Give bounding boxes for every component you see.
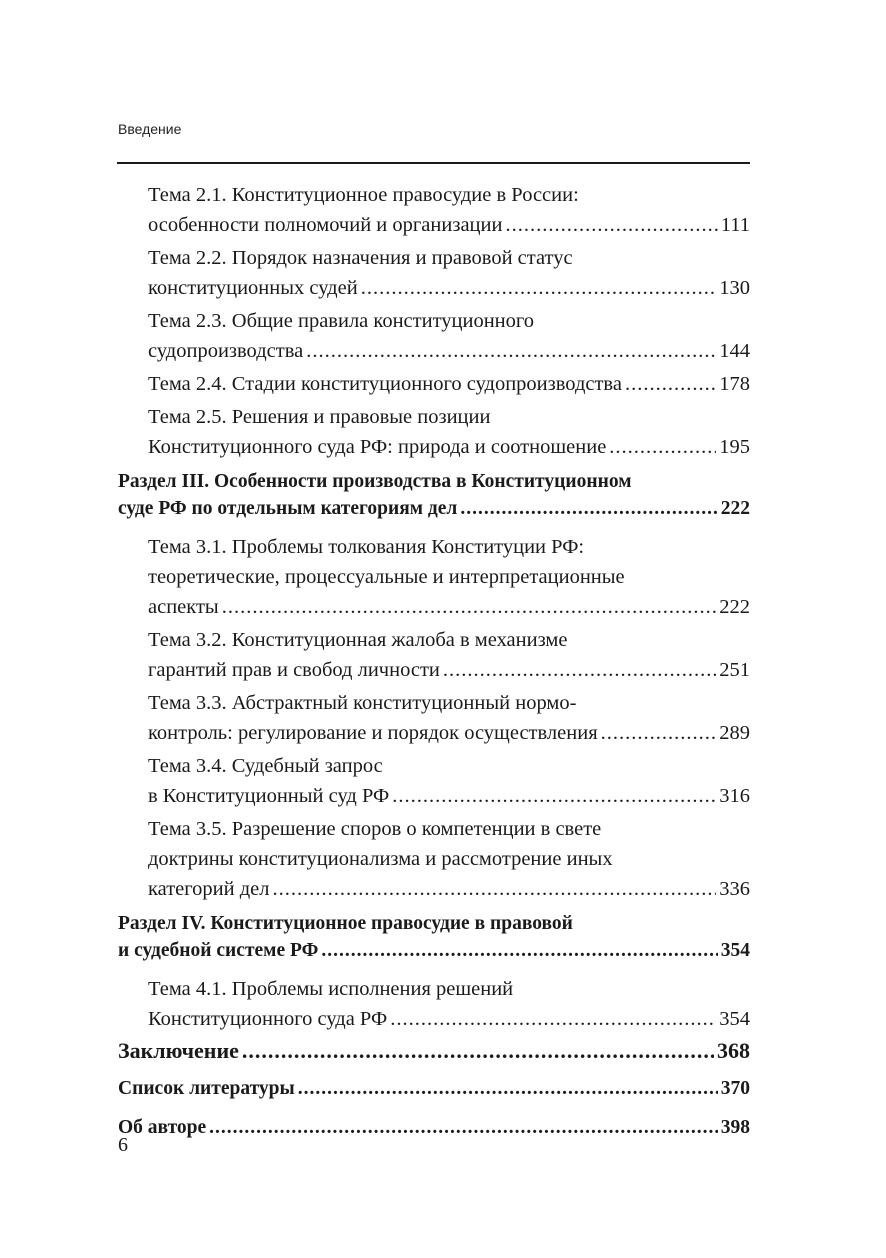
toc-entry-title-line: Тема 2.3. Общие правила конституционного: [148, 310, 535, 332]
toc-entry-leader-row: [148, 874, 750, 904]
toc-page-number: 316: [719, 785, 750, 807]
toc-entry-title-line: Тема 3.2. Конституционная жалоба в механизме: [148, 629, 568, 651]
dot-leader: [609, 432, 716, 462]
toc-entry-title-line: Тема 4.1. Проблемы исполнения решений: [148, 978, 514, 1000]
toc-entry-title-line: Об авторе: [118, 1117, 207, 1138]
dot-leader: [625, 369, 716, 399]
toc-entry-title-line: конституционных судей: [148, 277, 358, 299]
dot-leader: [505, 210, 717, 240]
toc-entry-title-line: особенности полномочий и организации: [148, 214, 503, 236]
toc-entry-title-line: судопроизводства: [148, 340, 304, 362]
toc-page-number: 370: [720, 1078, 750, 1099]
toc-entry-title-line: Тема 2.2. Порядок назначения и правовой статус: [148, 247, 573, 269]
toc-page-number: 178: [719, 373, 750, 395]
toc-page-number: 195: [719, 436, 750, 458]
dot-leader: [361, 273, 717, 303]
toc-entry-leader-row: [118, 1075, 750, 1102]
toc-page-number: 144: [719, 340, 750, 362]
toc-entry-leader-row: [148, 336, 750, 366]
toc-entry-title-line: суде РФ по отдельным категориям дел: [118, 498, 458, 519]
toc-entry-title-line: Конституционного суда РФ: [148, 1008, 388, 1030]
toc-topic-entry[interactable]: [118, 402, 750, 462]
toc-entry-title-line: и судебной системе РФ: [118, 940, 319, 961]
toc-page-number: 222: [720, 498, 750, 519]
toc-entry-title-line: категорий дел: [148, 878, 270, 900]
dot-leader: [222, 592, 717, 622]
toc-entry-leader-row: [118, 1114, 750, 1141]
toc-entry-title-line: Тема 3.1. Проблемы толкования Конституции РФ:: [148, 536, 585, 558]
dot-leader: [242, 1037, 714, 1065]
running-head: Введение: [118, 121, 182, 137]
toc-entry-title-line: аспекты: [148, 596, 219, 618]
dot-leader: [273, 874, 717, 904]
table-of-contents: [118, 180, 750, 1153]
toc-page-number: 222: [719, 596, 750, 618]
toc-topic-entry[interactable]: [118, 180, 750, 240]
toc-page-number: 354: [720, 940, 750, 961]
toc-section-entry[interactable]: [118, 1075, 750, 1102]
toc-topic-entry[interactable]: [118, 532, 750, 622]
toc-entry-leader-row: [148, 781, 750, 811]
toc-section-entry[interactable]: [118, 468, 750, 522]
toc-entry-leader-row: [118, 495, 750, 522]
dot-leader: [298, 1075, 718, 1102]
toc-topic-entry[interactable]: [118, 814, 750, 904]
toc-topic-entry[interactable]: [118, 688, 750, 748]
toc-entry-leader-row: [148, 592, 750, 622]
toc-entry-title-line: Тема 3.3. Абстрактный конституционный нормо-: [148, 692, 577, 714]
toc-entry-title-line: Список литературы: [118, 1078, 295, 1099]
toc-entry-leader-row: [118, 937, 750, 964]
toc-entry-leader-row: [148, 1004, 750, 1034]
toc-topic-entry[interactable]: [118, 974, 750, 1034]
toc-entry-title-line: Конституционного суда РФ: природа и соотношение: [148, 436, 607, 458]
dot-leader: [390, 1004, 716, 1034]
toc-section-entry[interactable]: [118, 1114, 750, 1141]
toc-section-entry[interactable]: [118, 1037, 750, 1065]
toc-entry-title-line: Раздел IV. Конституционное правосудие в правовой: [118, 913, 573, 934]
toc-entry-leader-row: [148, 432, 750, 462]
toc-entry-title-line: доктрины конституционализма и рассмотрение иных: [148, 848, 613, 870]
toc-page-number: 354: [719, 1008, 750, 1030]
toc-entry-title-line: Тема 3.4. Судебный запрос: [148, 755, 383, 777]
toc-entry-title-line: гарантий прав и свобод личности: [148, 659, 440, 681]
toc-entry-leader-row: [148, 718, 750, 748]
page-number: 6: [118, 1134, 128, 1156]
toc-entry-leader-row: [148, 655, 750, 685]
dot-leader: [460, 495, 717, 522]
toc-entry-leader-row: [148, 210, 750, 240]
toc-entry-leader-row: [148, 369, 750, 399]
dot-leader: [306, 336, 716, 366]
toc-page-number: 130: [719, 277, 750, 299]
toc-page-number: 368: [717, 1038, 750, 1063]
toc-entry-title-line: Заключение: [118, 1038, 239, 1063]
toc-entry-title-line: контроль: регулирование и порядок осуществления: [148, 722, 598, 744]
dot-leader: [321, 937, 717, 964]
toc-entry-title-line: в Конституционный суд РФ: [148, 785, 390, 807]
dot-leader: [392, 781, 716, 811]
toc-entry-title-line: теоретические, процессуальные и интерпретационные: [148, 566, 625, 588]
toc-entry-title-line: Тема 3.5. Разрешение споров о компетенции в свете: [148, 818, 602, 840]
header-rule: [117, 162, 750, 164]
dot-leader: [209, 1114, 718, 1141]
dot-leader: [443, 655, 716, 685]
toc-section-entry[interactable]: [118, 910, 750, 964]
toc-page-number: 289: [719, 722, 750, 744]
toc-topic-entry[interactable]: [118, 243, 750, 303]
toc-entry-title-line: Раздел III. Особенности производства в Конституционном: [118, 471, 632, 492]
toc-topic-entry[interactable]: [118, 625, 750, 685]
toc-page-number: 398: [720, 1117, 750, 1138]
toc-topic-entry[interactable]: [118, 306, 750, 366]
dot-leader: [601, 718, 717, 748]
toc-topic-entry[interactable]: [118, 369, 750, 399]
toc-entry-title-line: Тема 2.1. Конституционное правосудие в России:: [148, 184, 579, 206]
toc-entry-leader-row: [148, 273, 750, 303]
toc-page-number: 336: [719, 878, 750, 900]
toc-entry-leader-row: [118, 1037, 750, 1065]
toc-page-number: 111: [720, 214, 750, 236]
toc-entry-title-line: Тема 2.4. Стадии конституционного судопроизводства: [148, 373, 622, 395]
toc-page-number: 251: [719, 659, 750, 681]
toc-topic-entry[interactable]: [118, 751, 750, 811]
toc-entry-title-line: Тема 2.5. Решения и правовые позиции: [148, 406, 491, 428]
